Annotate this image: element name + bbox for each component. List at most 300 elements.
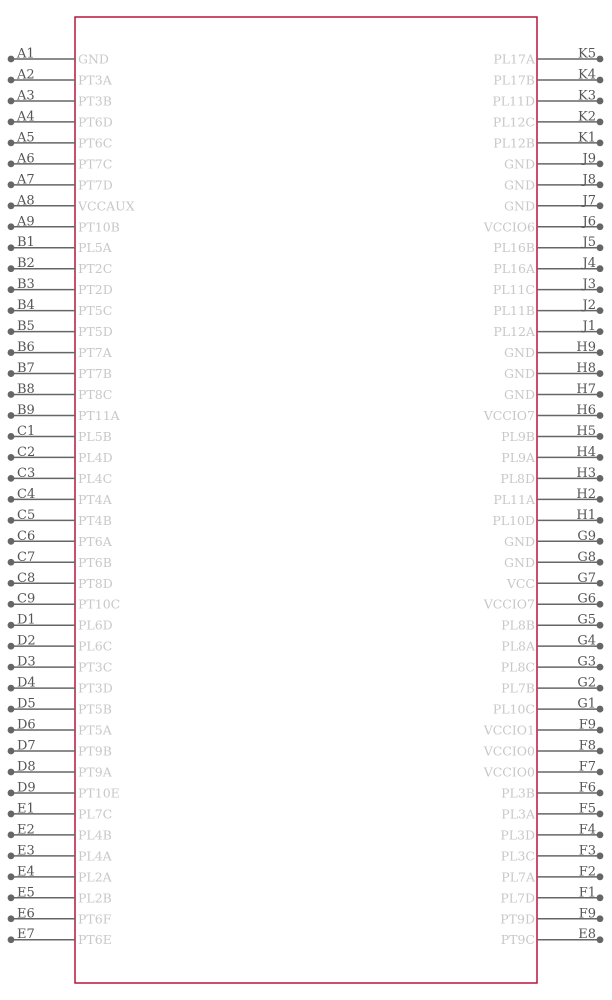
pin-signal-name: PT3B	[78, 93, 112, 109]
pin-signal-name: PL2B	[78, 890, 112, 906]
right-pin-j5	[493, 235, 603, 255]
right-pin-g3	[501, 655, 604, 675]
pin-number-label: H2	[576, 486, 596, 502]
pin-signal-name: GND	[504, 554, 535, 570]
left-pin-b3	[8, 277, 113, 297]
left-pin-d7	[8, 739, 112, 759]
pin-end-dot	[8, 475, 15, 482]
pin-signal-name: PL5A	[78, 240, 112, 256]
pin-end-dot	[597, 831, 604, 838]
pin-signal-name: PT10B	[78, 219, 120, 235]
pin-number-label: J3	[582, 277, 596, 293]
pin-signal-name: PT3C	[78, 659, 113, 675]
pin-signal-name: PT8D	[78, 575, 113, 591]
pin-number-label: E8	[578, 927, 596, 943]
pin-number-label: F8	[578, 738, 596, 754]
right-pin-f9	[483, 718, 604, 738]
pin-number-label: G9	[577, 528, 596, 544]
pin-signal-name: GND	[78, 51, 109, 67]
pin-number-label: E1	[17, 801, 35, 817]
pin-number-label: B8	[17, 382, 35, 398]
right-pin-k5	[493, 47, 603, 67]
pin-number-label: A5	[17, 130, 35, 146]
pin-number-label: A3	[17, 88, 35, 104]
pin-number-label: H4	[576, 444, 596, 460]
left-pin-d9	[8, 780, 120, 800]
pin-end-dot	[8, 98, 15, 105]
pin-end-dot	[597, 265, 604, 272]
pin-end-dot	[597, 559, 604, 566]
left-pin-a3	[8, 88, 112, 108]
pin-signal-name: GND	[504, 198, 535, 214]
pin-number-label: B6	[17, 340, 35, 356]
pin-end-dot	[8, 622, 15, 629]
pin-number-label: A8	[17, 193, 35, 209]
pin-signal-name: PL6C	[78, 638, 113, 654]
pin-signal-name: PT5C	[78, 303, 113, 319]
pin-number-label: D2	[17, 633, 36, 649]
pin-number-label: C2	[17, 444, 36, 460]
pin-signal-name: PT5A	[78, 722, 112, 738]
pin-number-label: E3	[17, 843, 35, 859]
pin-number-label: H1	[576, 507, 596, 523]
left-pin-c2	[8, 445, 113, 465]
pin-signal-name: GND	[504, 533, 535, 549]
pin-signal-name: PT7C	[78, 156, 113, 172]
pin-signal-name: VCCIO7	[483, 596, 535, 612]
pin-number-label: H6	[576, 402, 596, 418]
pin-signal-name: PT3A	[78, 72, 112, 88]
pin-end-dot	[597, 244, 604, 251]
pin-end-dot	[597, 873, 604, 880]
pin-end-dot	[597, 790, 604, 797]
left-pin-d5	[8, 697, 112, 717]
left-pin-a7	[8, 172, 113, 192]
pin-end-dot	[8, 601, 15, 608]
right-pin-f7	[483, 759, 604, 779]
left-pin-a6	[8, 151, 113, 171]
pin-number-label: C4	[17, 486, 36, 502]
pin-end-dot	[597, 328, 604, 335]
pin-signal-name: PL10C	[492, 701, 535, 717]
pin-end-dot	[8, 538, 15, 545]
pin-number-label: B1	[17, 235, 35, 251]
right-pin-h3	[500, 466, 603, 486]
pin-signal-name: PT3D	[78, 680, 113, 696]
pin-number-label: B3	[17, 277, 35, 293]
pin-end-dot	[597, 433, 604, 440]
pin-signal-name: PT10E	[78, 785, 120, 801]
right-pin-f5	[501, 801, 603, 821]
pin-signal-name: PT6C	[78, 135, 113, 151]
pin-number-label: B7	[17, 361, 35, 377]
pin-signal-name: GND	[504, 177, 535, 193]
pin-signal-name: PL8A	[501, 638, 535, 654]
pin-signal-name: PL7B	[501, 680, 535, 696]
right-pin-f2	[501, 864, 603, 884]
left-pin-a2	[8, 67, 113, 87]
left-pin-e5	[8, 885, 112, 905]
pin-signal-name: PT11A	[78, 407, 120, 423]
pin-signal-name: PL3A	[501, 806, 535, 822]
pin-end-dot	[597, 852, 604, 859]
pin-signal-name: PL17A	[493, 51, 535, 67]
pin-end-dot	[597, 706, 604, 713]
right-pin-g5	[501, 613, 603, 633]
right-pin-f6	[501, 780, 603, 800]
pin-number-label: C5	[17, 507, 36, 523]
right-pin-j4	[493, 256, 603, 276]
pin-number-label: F9	[578, 717, 596, 733]
pin-end-dot	[597, 580, 604, 587]
pin-signal-name: VCCAUX	[78, 198, 135, 214]
pin-number-label: D4	[17, 675, 36, 691]
pin-end-dot	[597, 622, 604, 629]
left-pin-c1	[8, 424, 112, 444]
pin-number-label: J5	[582, 235, 596, 251]
pin-end-dot	[597, 727, 604, 734]
right-pin-j8	[504, 172, 603, 192]
left-pin-e3	[8, 843, 113, 863]
pin-signal-name: PT2C	[78, 261, 113, 277]
pin-signal-name: PT9A	[78, 764, 112, 780]
pin-signal-name: PT4A	[78, 491, 112, 507]
pin-number-label: G8	[577, 549, 596, 565]
pin-signal-name: PL6D	[78, 617, 113, 633]
pin-end-dot	[8, 139, 15, 146]
pin-end-dot	[8, 580, 15, 587]
pin-signal-name: PL8D	[500, 470, 535, 486]
pin-signal-name: PL12C	[492, 114, 535, 130]
pin-signal-name: PL7C	[78, 806, 113, 822]
pin-signal-name: PT7D	[78, 177, 113, 193]
pin-signal-name: PL9A	[501, 449, 535, 465]
pin-end-dot	[8, 706, 15, 713]
pin-signal-name: PL4A	[78, 848, 112, 864]
right-pin-g2	[501, 676, 603, 696]
pin-end-dot	[597, 496, 604, 503]
right-pin-h1	[492, 508, 603, 528]
left-pin-c5	[8, 508, 112, 528]
right-pin-g9	[504, 529, 603, 549]
pin-number-label: F6	[578, 780, 596, 796]
left-pin-c4	[8, 487, 113, 507]
pin-number-label: A4	[17, 109, 35, 125]
right-pin-g7	[506, 571, 604, 591]
right-pin-k4	[493, 67, 603, 87]
pin-signal-name: GND	[504, 156, 535, 172]
pin-end-dot	[597, 202, 604, 209]
pin-end-dot	[8, 559, 15, 566]
right-pin-f9	[500, 906, 603, 926]
pin-end-dot	[8, 286, 15, 293]
pin-number-label: D1	[17, 612, 36, 628]
pin-end-dot	[8, 831, 15, 838]
pin-end-dot	[8, 202, 15, 209]
pin-number-label: E5	[17, 885, 35, 901]
pin-end-dot	[597, 685, 604, 692]
pin-signal-name: PT9D	[500, 911, 535, 927]
pin-end-dot	[597, 643, 604, 650]
left-pin-d3	[8, 655, 113, 675]
pin-signal-name: PT7A	[78, 345, 112, 361]
pin-signal-name: PL11B	[493, 303, 535, 319]
pin-end-dot	[597, 119, 604, 126]
right-pin-g4	[501, 634, 603, 654]
pin-signal-name: PT6F	[78, 911, 112, 927]
pin-signal-name: PT9C	[500, 932, 535, 948]
pin-end-dot	[8, 496, 15, 503]
pin-number-label: J4	[582, 256, 596, 272]
right-pin-h2	[493, 487, 603, 507]
pin-number-label: C9	[17, 591, 36, 607]
pin-signal-name: PL16A	[493, 261, 535, 277]
pin-number-label: A7	[17, 172, 35, 188]
pin-end-dot	[8, 223, 15, 230]
pin-number-label: E6	[17, 906, 35, 922]
left-pin-d2	[8, 634, 113, 654]
pin-number-label: C1	[17, 423, 36, 439]
pin-end-dot	[597, 56, 604, 63]
pin-end-dot	[8, 412, 15, 419]
ic-body-outline	[75, 17, 537, 983]
pin-number-label: K2	[578, 109, 596, 125]
left-pin-group	[8, 47, 135, 948]
right-pin-f4	[500, 822, 603, 842]
pin-signal-name: GND	[504, 366, 535, 382]
right-pin-j1	[493, 319, 603, 339]
left-pin-b1	[8, 235, 113, 255]
right-pin-group	[483, 47, 604, 948]
pin-signal-name: VCCIO6	[483, 219, 535, 235]
pin-signal-name: VCCIO1	[483, 722, 535, 738]
left-pin-b2	[8, 256, 113, 276]
pin-signal-name: PL4B	[78, 827, 112, 843]
pin-end-dot	[8, 349, 15, 356]
pin-number-label: F5	[578, 801, 596, 817]
pin-signal-name: PL17B	[493, 72, 535, 88]
right-pin-f1	[500, 885, 603, 905]
pin-signal-name: PL9B	[501, 428, 535, 444]
pin-signal-name: PT7B	[78, 366, 112, 382]
pin-signal-name: PL3B	[501, 785, 535, 801]
pin-number-label: G6	[577, 591, 596, 607]
pin-number-label: E4	[17, 864, 35, 880]
pin-signal-name: PT5B	[78, 701, 112, 717]
pin-signal-name: VCCIO7	[483, 407, 535, 423]
pin-signal-name: PL10D	[492, 512, 535, 528]
pin-signal-name: PT6B	[78, 554, 112, 570]
pin-number-label: A2	[17, 67, 35, 83]
pin-end-dot	[8, 790, 15, 797]
pin-signal-name: PL4C	[78, 470, 113, 486]
pin-number-label: B2	[17, 256, 35, 272]
pin-end-dot	[597, 98, 604, 105]
pin-end-dot	[8, 119, 15, 126]
pin-number-label: A6	[17, 151, 35, 167]
pin-end-dot	[8, 454, 15, 461]
left-pin-b4	[8, 298, 113, 318]
left-pin-a9	[8, 214, 120, 234]
pin-signal-name: PT2D	[78, 282, 113, 298]
pin-signal-name: PL11A	[493, 491, 535, 507]
pin-signal-name: PT5D	[78, 324, 113, 340]
pin-number-label: J7	[582, 193, 596, 209]
pin-end-dot	[8, 873, 15, 880]
pin-number-label: D9	[17, 780, 36, 796]
pin-signal-name: PL4D	[78, 449, 113, 465]
pin-number-label: K4	[578, 67, 596, 83]
pin-number-label: D8	[17, 759, 36, 775]
right-pin-j2	[493, 298, 603, 318]
pin-end-dot	[8, 727, 15, 734]
pin-end-dot	[8, 915, 15, 922]
pin-number-label: G1	[577, 696, 596, 712]
pin-end-dot	[597, 370, 604, 377]
pin-signal-name: PL8C	[500, 659, 535, 675]
pin-end-dot	[8, 664, 15, 671]
pin-number-label: C8	[17, 570, 36, 586]
pin-signal-name: VCC	[506, 575, 535, 591]
left-pin-c9	[8, 592, 121, 612]
pin-end-dot	[8, 811, 15, 818]
pin-number-label: F3	[578, 843, 596, 859]
pin-number-label: G7	[577, 570, 596, 586]
left-pin-c8	[8, 571, 113, 591]
left-pin-a1	[8, 47, 109, 67]
pin-signal-name: VCCIO0	[483, 764, 535, 780]
pin-number-label: E7	[17, 927, 35, 943]
pin-number-label: G5	[577, 612, 596, 628]
pin-end-dot	[597, 223, 604, 230]
pin-signal-name: PL11D	[492, 93, 535, 109]
pin-end-dot	[8, 769, 15, 776]
left-pin-b5	[8, 319, 113, 339]
left-pin-d4	[8, 676, 113, 696]
pin-number-label: J6	[582, 214, 596, 230]
pin-end-dot	[8, 307, 15, 314]
pin-end-dot	[597, 454, 604, 461]
left-pin-c7	[8, 550, 112, 570]
pin-number-label: B5	[17, 319, 35, 335]
right-pin-j3	[493, 277, 604, 297]
pin-number-label: H9	[576, 340, 596, 356]
right-pin-j9	[504, 151, 603, 171]
pin-number-label: C7	[17, 549, 36, 565]
pin-end-dot	[8, 328, 15, 335]
pin-number-label: B4	[17, 298, 35, 314]
left-pin-b6	[8, 340, 113, 360]
pin-number-label: D6	[17, 717, 36, 733]
pin-number-label: K5	[578, 46, 596, 62]
left-pin-e2	[8, 822, 112, 842]
pin-number-label: C3	[17, 465, 36, 481]
pin-signal-name: PL16B	[493, 240, 535, 256]
right-pin-j6	[483, 214, 604, 234]
right-pin-h8	[504, 361, 603, 381]
left-pin-c3	[8, 466, 113, 486]
pin-end-dot	[597, 601, 604, 608]
pin-end-dot	[8, 852, 15, 859]
pin-number-label: J2	[582, 298, 596, 314]
left-pin-e6	[8, 906, 112, 926]
right-pin-j7	[504, 193, 603, 213]
pin-signal-name: PL12B	[493, 135, 535, 151]
pin-end-dot	[597, 748, 604, 755]
pin-end-dot	[597, 936, 604, 943]
right-pin-k2	[493, 109, 604, 129]
pin-end-dot	[597, 412, 604, 419]
pin-number-label: A9	[17, 214, 35, 230]
pin-number-label: G3	[577, 654, 596, 670]
pin-signal-name: GND	[504, 345, 535, 361]
pin-number-label: D3	[17, 654, 36, 670]
pin-end-dot	[597, 894, 604, 901]
pin-end-dot	[597, 915, 604, 922]
pin-number-label: F4	[578, 822, 596, 838]
left-pin-c6	[8, 529, 113, 549]
pin-end-dot	[597, 475, 604, 482]
pin-signal-name: PT10C	[78, 596, 121, 612]
pin-end-dot	[597, 769, 604, 776]
right-pin-h4	[501, 445, 603, 465]
right-pin-h9	[504, 340, 603, 360]
pin-signal-name: PT4B	[78, 512, 112, 528]
pin-end-dot	[597, 664, 604, 671]
pin-signal-name: PT8C	[78, 387, 113, 403]
left-pin-e4	[8, 864, 113, 884]
pin-number-label: J8	[582, 172, 596, 188]
pin-end-dot	[597, 538, 604, 545]
pin-number-label: F9	[578, 906, 596, 922]
left-pin-a8	[8, 193, 135, 213]
pin-signal-name: PT6E	[78, 932, 112, 948]
left-pin-d8	[8, 759, 113, 779]
pin-number-label: D5	[17, 696, 36, 712]
pin-number-label: F7	[578, 759, 596, 775]
pin-number-label: K3	[578, 88, 596, 104]
right-pin-h6	[483, 403, 604, 423]
left-pin-e7	[8, 927, 112, 947]
pin-end-dot	[8, 160, 15, 167]
pin-end-dot	[597, 307, 604, 314]
pin-number-label: F2	[578, 864, 596, 880]
pin-end-dot	[597, 349, 604, 356]
pin-end-dot	[8, 265, 15, 272]
pin-signal-name: PL5B	[78, 428, 112, 444]
pin-number-label: H8	[576, 361, 596, 377]
pin-end-dot	[8, 370, 15, 377]
pin-number-label: B9	[17, 402, 35, 418]
right-pin-k1	[493, 130, 603, 150]
pin-signal-name: PL12A	[493, 324, 535, 340]
pin-end-dot	[597, 181, 604, 188]
pin-number-label: A1	[17, 46, 35, 62]
pin-signal-name: GND	[504, 387, 535, 403]
pin-number-label: J9	[582, 151, 596, 167]
pin-signal-name: PL3C	[500, 848, 535, 864]
right-pin-g6	[483, 592, 604, 612]
pin-number-label: H7	[576, 382, 596, 398]
pin-number-label: F1	[578, 885, 596, 901]
pin-signal-name: PL7A	[501, 869, 535, 885]
right-pin-k3	[492, 88, 603, 108]
pin-number-label: E2	[17, 822, 35, 838]
pin-end-dot	[8, 685, 15, 692]
pin-number-label: D7	[17, 738, 36, 754]
left-pin-d1	[8, 613, 113, 633]
right-pin-f3	[501, 843, 604, 863]
